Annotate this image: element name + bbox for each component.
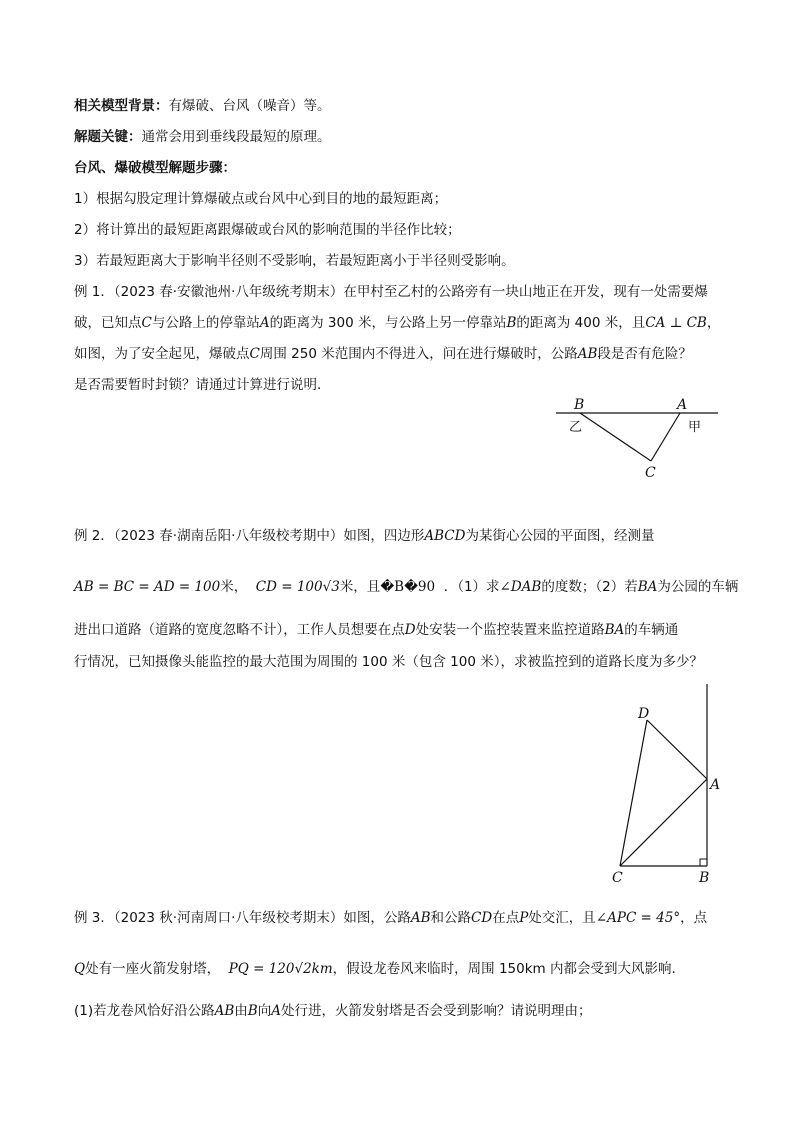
ex1-line-1: 例 1．（2023 春·安徽池州·八年级统考期末）在甲村至乙村的公路旁有一块山地正在开发，现有一处需要爆 xyxy=(74,284,708,300)
key-text: 通常会用到垂线段最短的原理。 xyxy=(141,129,331,145)
step-2: 2）将计算出的最短距离跟爆破或台风的影响范围的半径作比较； xyxy=(74,222,461,238)
garbled-angle: �B�90 xyxy=(380,579,436,595)
ex1-line-4: 是否需要暂时封锁？请通过计算进行说明. xyxy=(74,377,322,393)
ex1-label-yi: 乙 xyxy=(569,420,583,435)
background-text: 有爆破、台风（噪音）等。 xyxy=(168,98,331,114)
ex1-label-b: B xyxy=(574,397,585,413)
ex1-line-2: 破，已知点C与公路上的停靠站A的距离为 300 米，与公路上另一停靠站B的距离为 400 米，且CA ⊥ CB， xyxy=(74,315,721,331)
ex1-label-a: A xyxy=(677,397,688,413)
ex2-line-3: 进出口道路（道路的宽度忽略不计），工作人员想要在点D处安装一个监控装置来监控道路BA的车辆通 xyxy=(74,622,679,638)
step-1: 1）根据勾股定理计算爆破点或台风中心到目的地的最短距离； xyxy=(74,191,448,207)
ex2-right-angle-mark xyxy=(700,859,707,866)
ex2-label-d: D xyxy=(638,706,650,722)
eq-cd: CD = 100√3 xyxy=(255,579,340,595)
perpendicular-formula: CA ⊥ CB xyxy=(645,315,707,331)
key-label: 解题关键： xyxy=(74,129,142,145)
background-label: 相关模型背景： xyxy=(74,98,169,114)
ex2-segment-da xyxy=(647,720,707,779)
ex2-label-c: C xyxy=(612,870,623,886)
ex2-segment-dc xyxy=(620,720,647,866)
step-3: 3）若最短距离大于影响半径则不受影响，若最短距离小于半径则受影响。 xyxy=(74,253,515,269)
ex3-line-2: Q处有一座火箭发射塔， PQ = 120√2km，假设龙卷风来临时，周围 150km 内都会受到大风影响. xyxy=(74,961,676,977)
ex1-label-jia: 甲 xyxy=(688,420,702,435)
ex3-line-3: (1)若龙卷风恰好沿公路AB由B向A处行进，火箭发射塔是否会受到影响？请说明理由； xyxy=(74,1003,592,1019)
ex1-label-c: C xyxy=(645,465,656,481)
angle-apc: ∠APC = 45° xyxy=(595,910,681,926)
ex2-line-2: AB = BC = AD = 100米， CD = 100√3米，且�B�90 ．（1）求∠DAB的度数；（2）若BA为公园的车辆 xyxy=(74,579,739,595)
ex2-label-a: A xyxy=(710,777,721,793)
ex2-segment-ca xyxy=(620,779,707,866)
ex3-line-1: 例 3．（2023 秋·河南周口·八年级校考期末）如图，公路AB和公路CD在点P处交汇，且∠APC = 45°，点 xyxy=(74,910,708,926)
steps-heading: 台风、爆破模型解题步骤： xyxy=(74,160,236,176)
eq-ab-bc-ad: AB = BC = AD = 100 xyxy=(74,579,221,595)
ex2-label-b: B xyxy=(699,870,710,886)
ex2-line-4: 行情况，已知摄像头能监控的最大范围为周围的 100 米（包含 100 米），求被监控到的道路长度为多少？ xyxy=(74,654,703,670)
ex2-line-1: 例 2．（2023 春·湖南岳阳·八年级校考期中）如图，四边形ABCD为某街心公园的平面图，经测量 xyxy=(74,528,655,544)
ex1-line-3: 如图，为了安全起见，爆破点C周围 250 米范围内不得进入，问在进行爆破时，公路AB段是否有危险？ xyxy=(74,346,692,362)
pq-formula: PQ = 120√2km xyxy=(228,961,333,977)
